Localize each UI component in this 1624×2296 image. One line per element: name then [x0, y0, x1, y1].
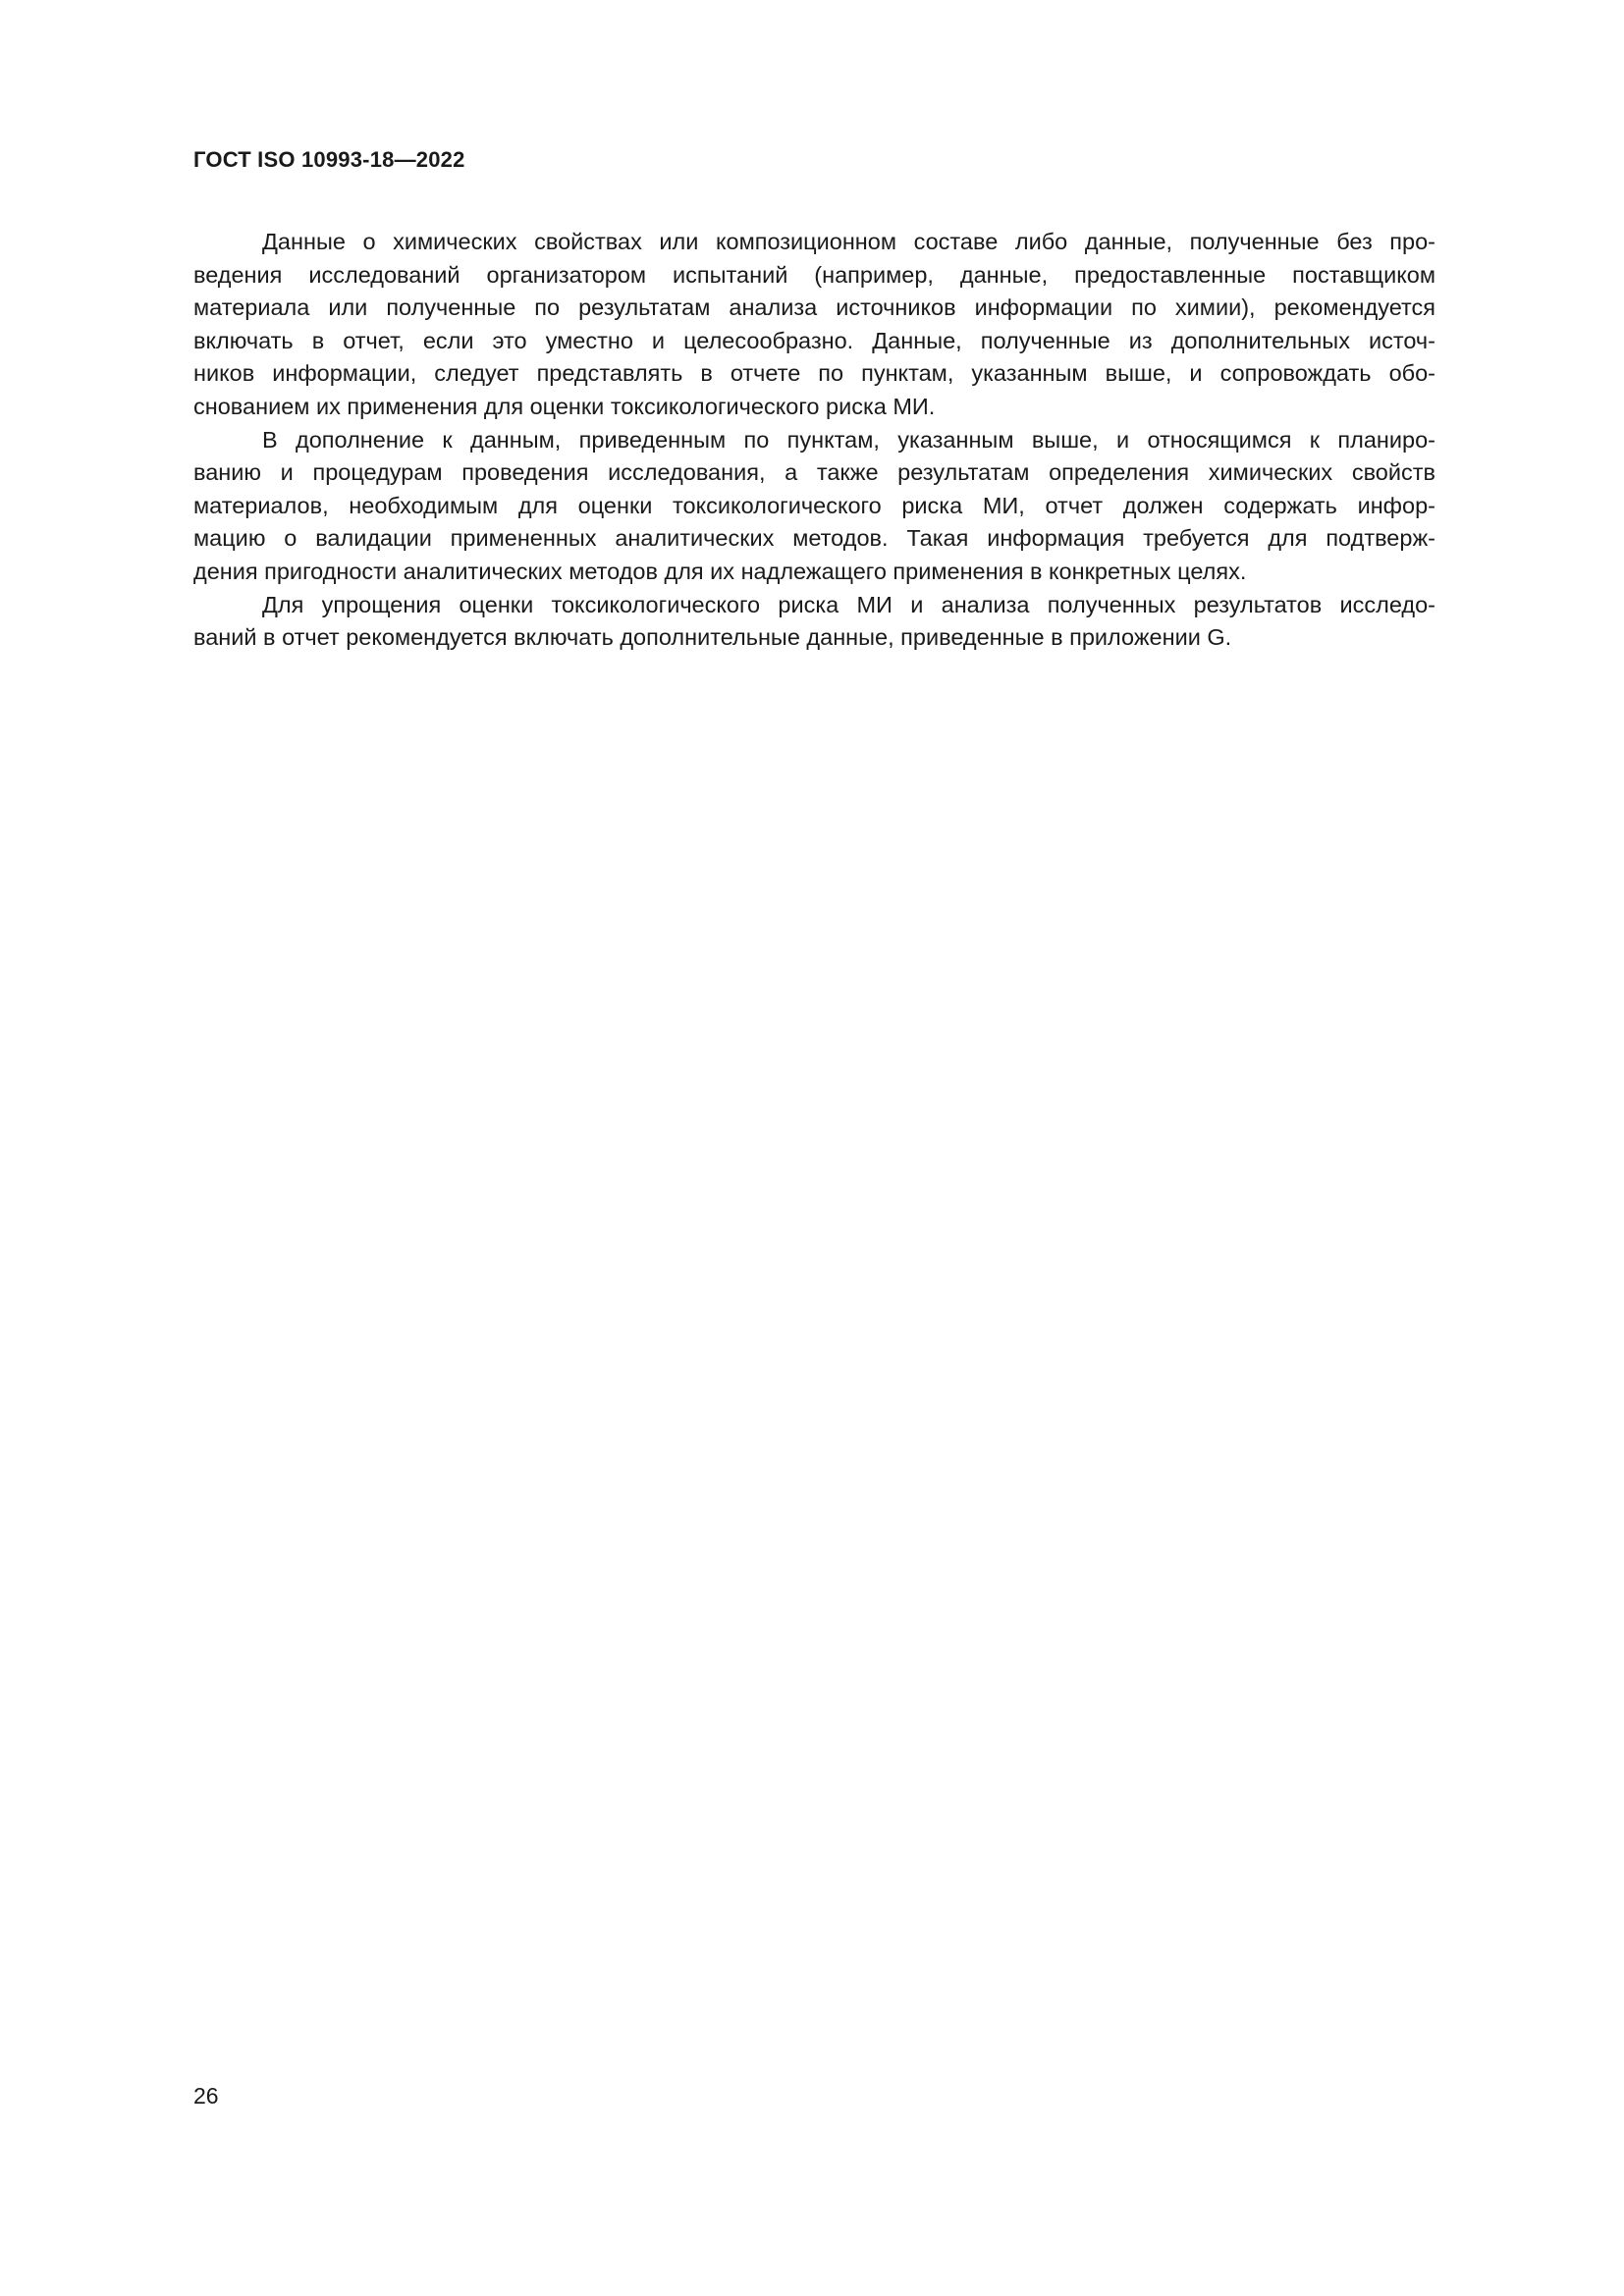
text-line: ваний в отчет рекомендуется включать дополнительные данные, приведенные в приложении G. — [193, 624, 1232, 651]
text-line: включать в отчет, если это уместно и целесообразно. Данные, полученные из дополнительных источ- — [193, 327, 1435, 353]
body-text — [193, 226, 1435, 655]
text-line: мацию о валидации примененных аналитических методов. Такая информация требуется для подтверж- — [193, 525, 1435, 552]
text-line: снованием их применения для оценки токсикологического риска МИ. — [193, 393, 936, 419]
paragraph-1 — [193, 226, 1435, 424]
document-code-header: ГОСТ ISO 10993-18—2022 — [193, 147, 465, 172]
text-line: ванию и процедурам проведения исследования, а также результатам определения химических свойств — [193, 459, 1435, 486]
page-number: 26 — [193, 2083, 219, 2109]
text-line: дения пригодности аналитических методов для их надлежащего применения в конкретных целях. — [193, 558, 1247, 584]
text-line: ников информации, следует представлять в отчете по пунктам, указанным выше, и сопровождать обо- — [193, 360, 1435, 387]
paragraph-2 — [193, 424, 1435, 589]
text-line: В дополнение к данным, приведенным по пунктам, указанным выше, и относящимся к планиро- — [262, 426, 1435, 453]
text-line: материала или полученные по результатам анализа источников информации по химии), рекомендуется — [193, 294, 1435, 321]
text-line: ведения исследований организатором испытаний (например, данные, предоставленные поставщиком — [193, 261, 1435, 288]
text-line: Данные о химических свойствах или композиционном составе либо данные, полученные без про- — [262, 229, 1435, 254]
text-line: материалов, необходимым для оценки токсикологического риска МИ, отчет должен содержать инфор- — [193, 492, 1435, 518]
text-line: Для упрощения оценки токсикологического риска МИ и анализа полученных результатов исследо- — [262, 591, 1435, 617]
paragraph-3 — [193, 589, 1435, 655]
